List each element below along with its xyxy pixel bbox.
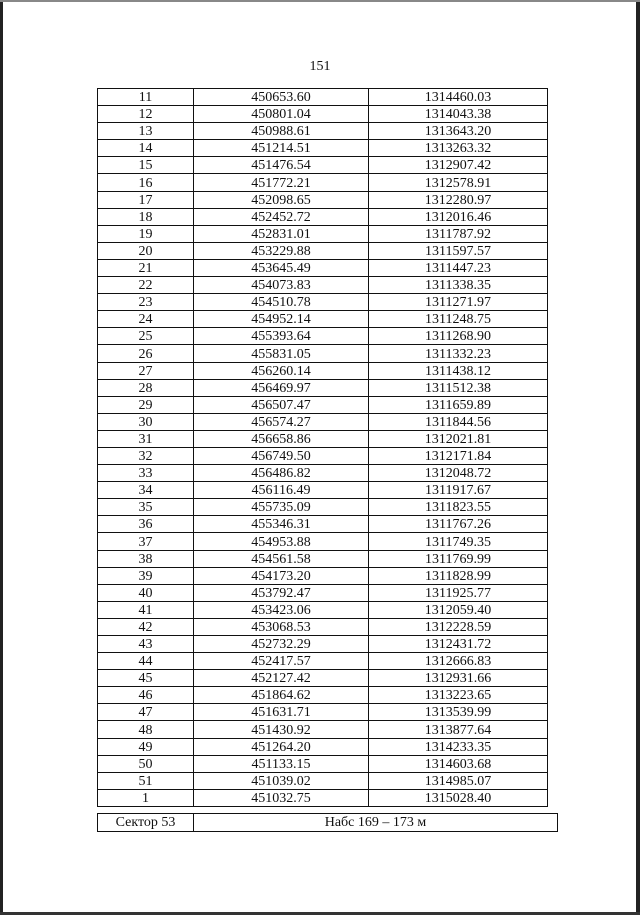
coord-x-cell: 454173.20 xyxy=(194,567,369,584)
coord-y-cell: 1312907.42 xyxy=(369,157,548,174)
coord-y-cell: 1313223.65 xyxy=(369,687,548,704)
coord-x-cell: 451133.15 xyxy=(194,755,369,772)
coord-y-cell: 1311823.55 xyxy=(369,499,548,516)
page-top-edge xyxy=(0,0,640,2)
point-number-cell: 29 xyxy=(98,396,194,413)
table-row xyxy=(98,601,548,618)
table-row xyxy=(98,191,548,208)
coord-y-cell: 1315028.40 xyxy=(369,789,548,806)
point-number-cell: 15 xyxy=(98,157,194,174)
table-row xyxy=(98,670,548,687)
table-row xyxy=(98,704,548,721)
coord-y-cell: 1314985.07 xyxy=(369,772,548,789)
coord-y-cell: 1313643.20 xyxy=(369,123,548,140)
coord-x-cell: 450801.04 xyxy=(194,106,369,123)
coord-x-cell: 456260.14 xyxy=(194,362,369,379)
point-number-cell: 30 xyxy=(98,413,194,430)
table-row xyxy=(98,618,548,635)
point-number-cell: 28 xyxy=(98,379,194,396)
point-number-cell: 36 xyxy=(98,516,194,533)
point-number-cell: 14 xyxy=(98,140,194,157)
coord-x-cell: 453423.06 xyxy=(194,601,369,618)
point-number-cell: 42 xyxy=(98,618,194,635)
table-row xyxy=(98,89,548,106)
coord-x-cell: 456749.50 xyxy=(194,447,369,464)
page-number: 151 xyxy=(309,59,331,74)
coord-y-cell: 1311512.38 xyxy=(369,379,548,396)
sector-footer-row xyxy=(98,814,558,832)
table-row xyxy=(98,345,548,362)
point-number-cell: 20 xyxy=(98,242,194,259)
coord-x-cell: 451430.92 xyxy=(194,721,369,738)
point-number-cell: 45 xyxy=(98,670,194,687)
coord-x-cell: 452452.72 xyxy=(194,208,369,225)
table-row xyxy=(98,259,548,276)
coordinates-table-body xyxy=(98,89,548,807)
point-number-cell: 48 xyxy=(98,721,194,738)
coord-y-cell: 1314043.38 xyxy=(369,106,548,123)
table-row xyxy=(98,465,548,482)
point-number-cell: 18 xyxy=(98,208,194,225)
coord-x-cell: 453068.53 xyxy=(194,618,369,635)
point-number-cell: 43 xyxy=(98,636,194,653)
coord-x-cell: 456469.97 xyxy=(194,379,369,396)
coord-y-cell: 1311767.26 xyxy=(369,516,548,533)
coord-x-cell: 453229.88 xyxy=(194,242,369,259)
table-row xyxy=(98,242,548,259)
coord-y-cell: 1311659.89 xyxy=(369,396,548,413)
point-number-cell: 11 xyxy=(98,89,194,106)
table-row xyxy=(98,533,548,550)
coord-x-cell: 452098.65 xyxy=(194,191,369,208)
point-number-cell: 1 xyxy=(98,789,194,806)
coord-y-cell: 1312431.72 xyxy=(369,636,548,653)
coord-y-cell: 1314233.35 xyxy=(369,738,548,755)
coord-y-cell: 1313263.32 xyxy=(369,140,548,157)
table-row xyxy=(98,550,548,567)
coord-x-cell: 453645.49 xyxy=(194,259,369,276)
coord-x-cell: 455735.09 xyxy=(194,499,369,516)
coord-y-cell: 1311338.35 xyxy=(369,277,548,294)
coord-x-cell: 452417.57 xyxy=(194,653,369,670)
coord-y-cell: 1312578.91 xyxy=(369,174,548,191)
table-row xyxy=(98,174,548,191)
coord-x-cell: 454561.58 xyxy=(194,550,369,567)
point-number-cell: 33 xyxy=(98,465,194,482)
coord-y-cell: 1312228.59 xyxy=(369,618,548,635)
coordinates-table xyxy=(97,88,548,807)
point-number-cell: 23 xyxy=(98,294,194,311)
table-row xyxy=(98,789,548,806)
point-number-cell: 32 xyxy=(98,447,194,464)
coord-y-cell: 1311844.56 xyxy=(369,413,548,430)
point-number-cell: 19 xyxy=(98,225,194,242)
coord-y-cell: 1311828.99 xyxy=(369,567,548,584)
coord-y-cell: 1312059.40 xyxy=(369,601,548,618)
coord-x-cell: 456658.86 xyxy=(194,430,369,447)
coord-x-cell: 451264.20 xyxy=(194,738,369,755)
table-row xyxy=(98,430,548,447)
coord-x-cell: 454952.14 xyxy=(194,311,369,328)
coord-x-cell: 454953.88 xyxy=(194,533,369,550)
point-number-cell: 38 xyxy=(98,550,194,567)
table-row xyxy=(98,738,548,755)
coord-y-cell: 1311271.97 xyxy=(369,294,548,311)
coord-y-cell: 1313539.99 xyxy=(369,704,548,721)
table-row xyxy=(98,208,548,225)
table-row xyxy=(98,516,548,533)
table-row xyxy=(98,584,548,601)
table-row xyxy=(98,499,548,516)
table-row xyxy=(98,106,548,123)
point-number-cell: 44 xyxy=(98,653,194,670)
table-row xyxy=(98,755,548,772)
coord-y-cell: 1311787.92 xyxy=(369,225,548,242)
table-row xyxy=(98,413,548,430)
coord-x-cell: 451772.21 xyxy=(194,174,369,191)
point-number-cell: 27 xyxy=(98,362,194,379)
coord-x-cell: 455346.31 xyxy=(194,516,369,533)
coord-y-cell: 1314603.68 xyxy=(369,755,548,772)
table-row xyxy=(98,653,548,670)
coord-y-cell: 1311332.23 xyxy=(369,345,548,362)
table-row xyxy=(98,772,548,789)
coord-x-cell: 454073.83 xyxy=(194,277,369,294)
coord-y-cell: 1312171.84 xyxy=(369,447,548,464)
coord-x-cell: 451631.71 xyxy=(194,704,369,721)
coord-y-cell: 1312016.46 xyxy=(369,208,548,225)
coord-y-cell: 1311447.23 xyxy=(369,259,548,276)
coord-x-cell: 450988.61 xyxy=(194,123,369,140)
point-number-cell: 39 xyxy=(98,567,194,584)
coord-x-cell: 452127.42 xyxy=(194,670,369,687)
point-number-cell: 16 xyxy=(98,174,194,191)
coord-y-cell: 1311268.90 xyxy=(369,328,548,345)
table-row xyxy=(98,311,548,328)
point-number-cell: 40 xyxy=(98,584,194,601)
coord-x-cell: 455393.64 xyxy=(194,328,369,345)
coord-x-cell: 451476.54 xyxy=(194,157,369,174)
table-row xyxy=(98,636,548,653)
point-number-cell: 50 xyxy=(98,755,194,772)
sector-label: Сектор 53 xyxy=(98,814,194,832)
coord-y-cell: 1314460.03 xyxy=(369,89,548,106)
point-number-cell: 12 xyxy=(98,106,194,123)
table-row xyxy=(98,140,548,157)
point-number-cell: 41 xyxy=(98,601,194,618)
coord-x-cell: 451039.02 xyxy=(194,772,369,789)
point-number-cell: 47 xyxy=(98,704,194,721)
coord-x-cell: 455831.05 xyxy=(194,345,369,362)
coord-x-cell: 456507.47 xyxy=(194,396,369,413)
coord-y-cell: 1311749.35 xyxy=(369,533,548,550)
point-number-cell: 13 xyxy=(98,123,194,140)
coord-y-cell: 1311769.99 xyxy=(369,550,548,567)
table-row xyxy=(98,482,548,499)
coord-x-cell: 450653.60 xyxy=(194,89,369,106)
table-row xyxy=(98,379,548,396)
table-row xyxy=(98,362,548,379)
table-row xyxy=(98,396,548,413)
point-number-cell: 17 xyxy=(98,191,194,208)
table-row xyxy=(98,687,548,704)
point-number-cell: 49 xyxy=(98,738,194,755)
point-number-cell: 24 xyxy=(98,311,194,328)
coord-x-cell: 451214.51 xyxy=(194,140,369,157)
table-row xyxy=(98,328,548,345)
point-number-cell: 35 xyxy=(98,499,194,516)
coord-x-cell: 451032.75 xyxy=(194,789,369,806)
table-row xyxy=(98,567,548,584)
coord-y-cell: 1312048.72 xyxy=(369,465,548,482)
point-number-cell: 34 xyxy=(98,482,194,499)
point-number-cell: 37 xyxy=(98,533,194,550)
point-number-cell: 26 xyxy=(98,345,194,362)
table-row xyxy=(98,294,548,311)
point-number-cell: 51 xyxy=(98,772,194,789)
coord-x-cell: 452831.01 xyxy=(194,225,369,242)
coord-y-cell: 1311917.67 xyxy=(369,482,548,499)
point-number-cell: 31 xyxy=(98,430,194,447)
table-row xyxy=(98,123,548,140)
coord-x-cell: 456486.82 xyxy=(194,465,369,482)
coord-x-cell: 453792.47 xyxy=(194,584,369,601)
coord-x-cell: 452732.29 xyxy=(194,636,369,653)
table-row xyxy=(98,225,548,242)
coord-y-cell: 1311597.57 xyxy=(369,242,548,259)
table-row xyxy=(98,447,548,464)
point-number-cell: 22 xyxy=(98,277,194,294)
table-row xyxy=(98,277,548,294)
coord-y-cell: 1312666.83 xyxy=(369,653,548,670)
coord-y-cell: 1312280.97 xyxy=(369,191,548,208)
coord-x-cell: 454510.78 xyxy=(194,294,369,311)
point-number-cell: 25 xyxy=(98,328,194,345)
coord-y-cell: 1313877.64 xyxy=(369,721,548,738)
coord-y-cell: 1311248.75 xyxy=(369,311,548,328)
table-row xyxy=(98,721,548,738)
coord-y-cell: 1312021.81 xyxy=(369,430,548,447)
coord-y-cell: 1311925.77 xyxy=(369,584,548,601)
point-number-cell: 21 xyxy=(98,259,194,276)
coord-y-cell: 1311438.12 xyxy=(369,362,548,379)
coord-y-cell: 1312931.66 xyxy=(369,670,548,687)
point-number-cell: 46 xyxy=(98,687,194,704)
coord-x-cell: 456116.49 xyxy=(194,482,369,499)
sector-depth-value: Набс 169 – 173 м xyxy=(194,814,558,832)
coord-x-cell: 451864.62 xyxy=(194,687,369,704)
sector-footer-table xyxy=(97,813,558,832)
table-row xyxy=(98,157,548,174)
page-right-edge xyxy=(636,0,640,915)
page-left-edge xyxy=(0,0,3,915)
coord-x-cell: 456574.27 xyxy=(194,413,369,430)
